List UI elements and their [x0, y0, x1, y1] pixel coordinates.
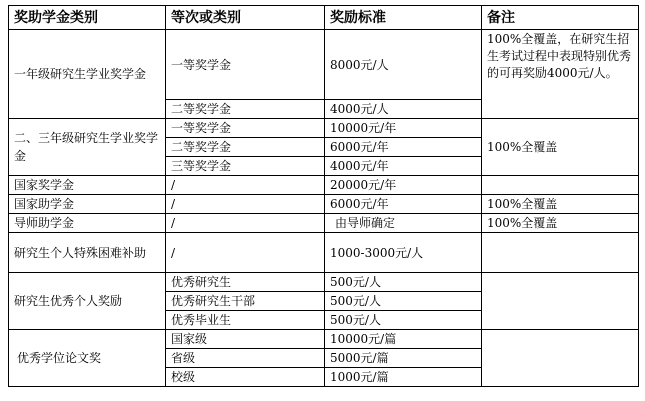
table-row — [9, 176, 639, 195]
level-cell: 国家级 — [166, 330, 325, 349]
level-cell: 校级 — [166, 368, 325, 387]
table-row — [9, 119, 639, 138]
standard-cell: 1000元/篇 — [325, 368, 482, 387]
table-row — [9, 214, 639, 233]
level-cell: 优秀毕业生 — [166, 311, 325, 330]
level-cell: 一等奖学金 — [166, 119, 325, 138]
table-row — [9, 233, 639, 273]
table-row — [9, 30, 639, 100]
standard-cell: 10000元/篇 — [325, 330, 482, 349]
table-row — [9, 330, 639, 349]
level-cell: / — [166, 195, 325, 214]
table-row — [9, 195, 639, 214]
level-cell: 三等奖学金 — [166, 157, 325, 176]
level-cell: 二等奖学金 — [166, 100, 325, 119]
note-cell: 100%全覆盖 — [482, 214, 639, 233]
level-cell: 一等奖学金 — [166, 30, 325, 100]
note-cell: 100%全覆盖，在研究生招生考试过程中表现特别优秀的可再奖励4000元/人。 — [482, 30, 639, 119]
standard-cell: 500元/人 — [325, 292, 482, 311]
level-cell: / — [166, 214, 325, 233]
standard-cell: 20000元/年 — [325, 176, 482, 195]
note-cell: 100%全覆盖 — [482, 195, 639, 214]
table-row — [9, 273, 639, 292]
standard-cell: 8000元/人 — [325, 30, 482, 100]
note-cell: 100%全覆盖 — [482, 119, 639, 176]
level-cell: 省级 — [166, 349, 325, 368]
level-cell: / — [166, 176, 325, 195]
level-cell: 优秀研究生干部 — [166, 292, 325, 311]
note-cell — [482, 176, 639, 195]
header-note: 备注 — [482, 6, 639, 30]
standard-cell: 500元/人 — [325, 273, 482, 292]
category-cell: 国家奖学金 — [9, 176, 166, 195]
category-cell: 研究生个人特殊困难补助 — [9, 233, 166, 273]
header-standard: 奖励标准 — [325, 6, 482, 30]
standard-cell: 由导师确定 — [325, 214, 482, 233]
category-cell: 优秀学位论文奖 — [9, 330, 166, 387]
category-cell: 一年级研究生学业奖学金 — [9, 30, 166, 119]
standard-cell: 4000元/年 — [325, 157, 482, 176]
standard-cell: 6000元/年 — [325, 195, 482, 214]
scholarship-table — [8, 5, 639, 387]
standard-cell: 6000元/年 — [325, 138, 482, 157]
note-cell — [482, 330, 639, 387]
level-cell: 优秀研究生 — [166, 273, 325, 292]
category-cell: 国家助学金 — [9, 195, 166, 214]
level-cell: 二等奖学金 — [166, 138, 325, 157]
standard-cell: 500元/人 — [325, 311, 482, 330]
header-category: 奖助学金类别 — [9, 6, 166, 30]
category-cell: 导师助学金 — [9, 214, 166, 233]
level-cell: / — [166, 233, 325, 273]
note-cell — [482, 273, 639, 330]
note-cell — [482, 233, 639, 273]
category-cell: 二、三年级研究生学业奖学金 — [9, 119, 166, 176]
standard-cell: 5000元/篇 — [325, 349, 482, 368]
header-level: 等次或类别 — [166, 6, 325, 30]
category-cell: 研究生优秀个人奖励 — [9, 273, 166, 330]
standard-cell: 10000元/年 — [325, 119, 482, 138]
header-row — [9, 6, 639, 30]
standard-cell: 4000元/人 — [325, 100, 482, 119]
standard-cell: 1000-3000元/人 — [325, 233, 482, 273]
